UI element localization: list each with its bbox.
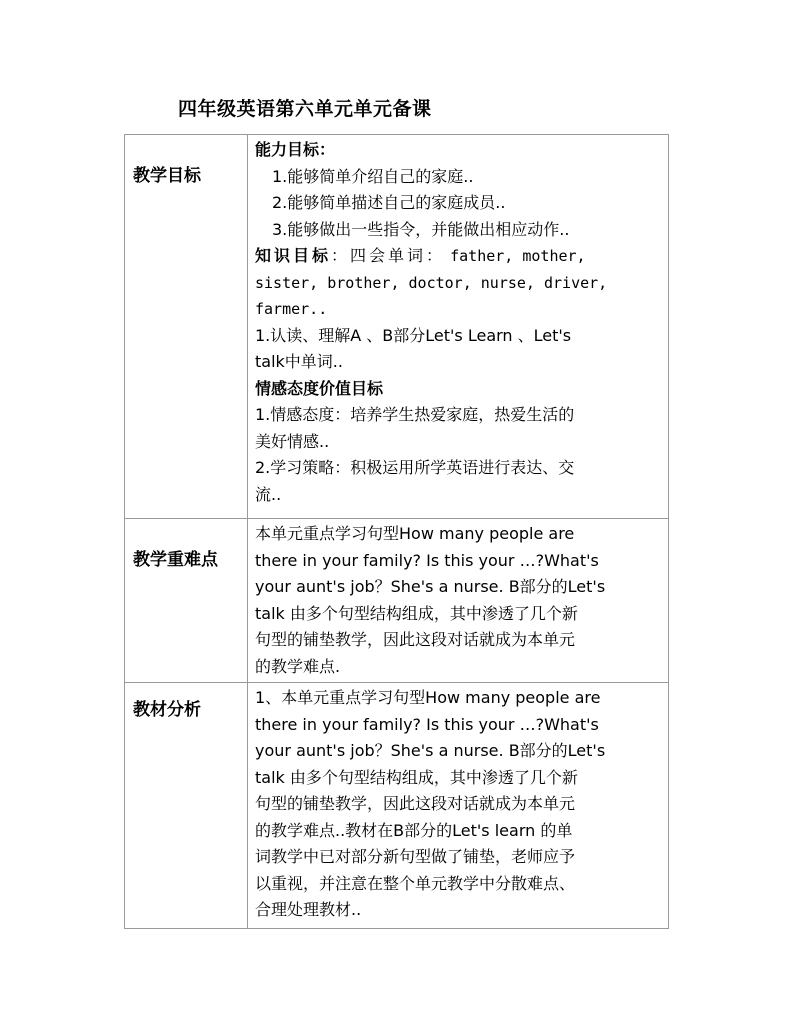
row-label-key-points: 教学重难点 — [133, 550, 218, 570]
ability-item: 1.能够简单介绍自己的家庭.. — [272, 166, 474, 186]
content-line: talk 由多个句型结构组成，其中渗透了几个新 — [255, 603, 578, 623]
row-label-material-analysis: 教材分析 — [133, 700, 201, 720]
knowledge-words: farmer.. — [255, 300, 328, 318]
content-line: 的教学难点. — [255, 656, 341, 676]
knowledge-intro: ：四会单词： — [331, 246, 446, 265]
knowledge-words: father, mother, — [450, 247, 586, 265]
row-label-cell — [125, 519, 248, 683]
row-label-objectives: 教学目标 — [133, 166, 201, 186]
knowledge-item: 1.认读、理解A 、B部分Let's Learn 、Let's — [255, 325, 572, 345]
knowledge-words: sister, brother, doctor, nurse, driver, — [255, 273, 608, 292]
document-title: 四年级英语第六单元单元备课 — [178, 98, 432, 120]
content-line: 句型的铺垫教学，因此这段对话就成为本单元 — [255, 794, 576, 813]
content-line: talk 由多个句型结构组成，其中渗透了几个新 — [255, 767, 578, 787]
table-row — [125, 135, 669, 519]
content-line: your aunt's job？She's a nurse. B部分的Let's — [255, 741, 606, 760]
knowledge-heading: 知识目标 — [255, 246, 332, 265]
material-analysis-content — [248, 683, 669, 929]
table-row — [125, 683, 669, 929]
knowledge-item: talk中单词.. — [255, 352, 343, 371]
content-line: 的教学难点..教材在B部分的Let's learn 的单 — [255, 820, 573, 840]
row-label-cell — [125, 683, 248, 929]
content-line: 以重视，并注意在整个单元教学中分散难点、 — [255, 873, 576, 893]
emotion-item: 1.情感态度：培养学生热爱家庭，热爱生活的 — [255, 405, 575, 424]
emotion-item: 美好情感.. — [255, 431, 330, 451]
emotion-item: 流.. — [255, 484, 282, 504]
lesson-plan-table — [124, 134, 669, 929]
content-line: there in your family? Is this your …?What's — [255, 714, 599, 734]
ability-item: 2.能够简单描述自己的家庭成员.. — [272, 193, 506, 212]
content-line: 合理处理教材.. — [255, 900, 362, 919]
content-line: 1、本单元重点学习句型How many people are — [255, 688, 601, 707]
row-label-cell — [125, 135, 248, 519]
key-points-content — [248, 519, 669, 683]
emotion-item: 2.学习策略：积极运用所学英语进行表达、交 — [255, 458, 575, 477]
objectives-content — [248, 135, 669, 519]
content-line: 本单元重点学习句型How many people are — [255, 524, 575, 543]
ability-heading: 能力目标： — [255, 140, 336, 159]
table-row — [125, 519, 669, 683]
content-line: 句型的铺垫教学，因此这段对话就成为本单元 — [255, 630, 576, 649]
content-line: there in your family? Is this your …?What's — [255, 550, 599, 570]
content-line: your aunt's job？She's a nurse. B部分的Let's — [255, 577, 606, 596]
knowledge-line — [255, 243, 662, 270]
emotion-heading: 情感态度价值目标 — [255, 378, 384, 398]
ability-item: 3.能够做出一些指令，并能做出相应动作.. — [272, 219, 570, 239]
content-line: 词教学中已对部分新句型做了铺垫，老师应予 — [255, 847, 576, 866]
